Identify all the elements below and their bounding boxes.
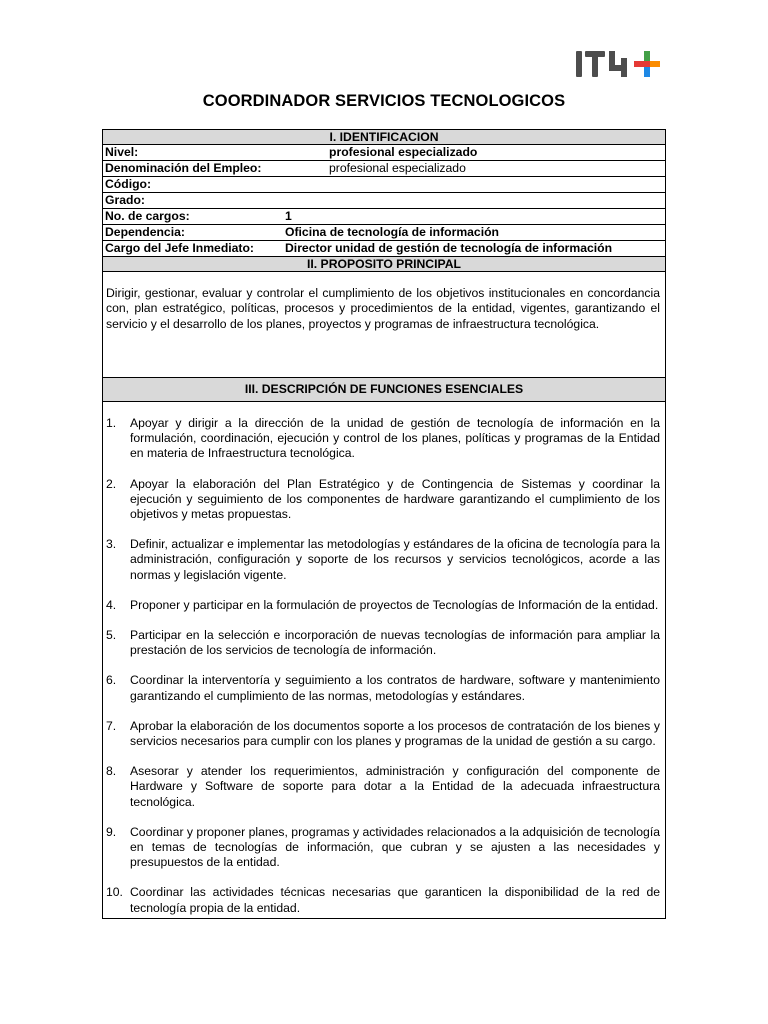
list-item [106, 764, 660, 810]
item-text: Aprobar la elaboración de los documentos soporte a los procesos de contratación de los bienes y servicios necesarios para cumplir con los planes y programas de la unidad de gestión a su cargo. [130, 718, 660, 749]
field-label: Grado: [105, 193, 145, 207]
job-description-table [102, 129, 666, 919]
item-text: Proponer y participar en la formulación de proyectos de Tecnologías de Información de la entidad. [130, 597, 659, 612]
item-number: 10. [106, 885, 123, 900]
item-text: Coordinar las actividades técnicas necesarias que garanticen la disponibilidad de la red de tecnología propia de la entidad. [130, 885, 660, 915]
row-denominacion [103, 161, 665, 177]
row-grado [103, 193, 665, 209]
field-label: No. de cargos: [105, 209, 190, 223]
row-dependencia [103, 225, 665, 241]
item-number: 2. [106, 476, 117, 491]
list-item [106, 673, 660, 703]
it4-logo [572, 46, 664, 84]
list-item [106, 598, 660, 613]
item-number: 7. [106, 718, 117, 733]
functions-list [103, 402, 665, 918]
field-label: Denominación del Empleo: [105, 161, 262, 175]
row-no-cargos [103, 209, 665, 225]
item-text: Coordinar y proponer planes, programas y actividades relacionados a la adquisición de tecnología en temas de tecnologías de información, que cubran y se ajusten a las necesidades y presupuestos de la entidad. [130, 824, 660, 870]
item-number: 8. [106, 764, 117, 779]
item-text: Coordinar la interventoría y seguimiento a los contratos de hardware, software y mantenimiento garantizando el cumplimiento de las normas, metodologías y estándares. [130, 673, 660, 703]
item-number: 5. [106, 628, 117, 643]
item-text: Definir, actualizar e implementar las metodologías y estándares de la oficina de tecnología para la administración, configuración y soporte de los recursos y servicios tecnológicos, acorde a las normas y legislación vigente. [130, 537, 660, 582]
field-value: Oficina de tecnología de información [285, 225, 499, 239]
list-item [106, 477, 660, 523]
row-cargo-jefe [103, 241, 665, 257]
purpose-text: Dirigir, gestionar, evaluar y controlar el cumplimiento de los objetivos institucionales en concordancia con, plan estratégico, políticas, procesos y procedimientos de la entidad, vigentes, garantizando el servicio y el desarrollo de los planes, proyectos y programas de infraestructura tecnológica. [103, 272, 665, 378]
field-value: profesional especializado [329, 161, 466, 175]
list-item [106, 885, 660, 915]
field-value: Director unidad de gestión de tecnología de información [285, 241, 613, 255]
item-text: Asesorar y atender los requerimientos, administración y configuración del componente de Hardware y Software de soporte para dotar a la Entidad de la adecuada infraestructura tecnológica. [130, 764, 660, 809]
row-codigo [103, 177, 665, 193]
item-number: 4. [106, 597, 117, 612]
document-title: COORDINADOR SERVICIOS TECNOLOGICOS [202, 92, 566, 110]
field-label: Código: [105, 177, 152, 191]
item-number: 6. [106, 673, 117, 688]
field-label: Nivel: [105, 145, 139, 159]
field-label: Cargo del Jefe Inmediato: [105, 241, 254, 255]
item-number: 3. [106, 537, 117, 552]
list-item [106, 537, 660, 583]
item-text: Participar en la selección e incorporación de nuevas tecnologías de información para ampliar la prestación de los servicios de tecnología de información. [130, 628, 660, 658]
item-text: Apoyar la elaboración del Plan Estratégico y de Contingencia de Sistemas y coordinar la ejecución y seguimiento de los componentes de hardware garantizando el cumplimiento de los objetivos y metas propuestas. [130, 476, 660, 522]
item-number: 9. [106, 824, 117, 839]
item-text: Apoyar y dirigir a la dirección de la unidad de gestión de tecnología de información en la formulación, coordinación, ejecución y control de los planes, políticas y programas de la Entidad en materia de Infraestructura tecnológica. [130, 416, 660, 461]
section-proposito-heading: II. PROPOSITO PRINCIPAL [103, 257, 665, 272]
section-funciones-heading: III. DESCRIPCIÓN DE FUNCIONES ESENCIALES [103, 378, 665, 402]
list-item [106, 825, 660, 871]
list-item [106, 628, 660, 658]
section-identificacion-heading: I. IDENTIFICACION [103, 130, 665, 145]
item-number: 1. [106, 416, 117, 430]
list-item [106, 416, 660, 462]
field-value: 1 [285, 209, 292, 223]
list-item [106, 719, 660, 749]
field-value: profesional especializado [329, 145, 478, 159]
row-nivel [103, 145, 665, 161]
field-label: Dependencia: [105, 225, 185, 239]
